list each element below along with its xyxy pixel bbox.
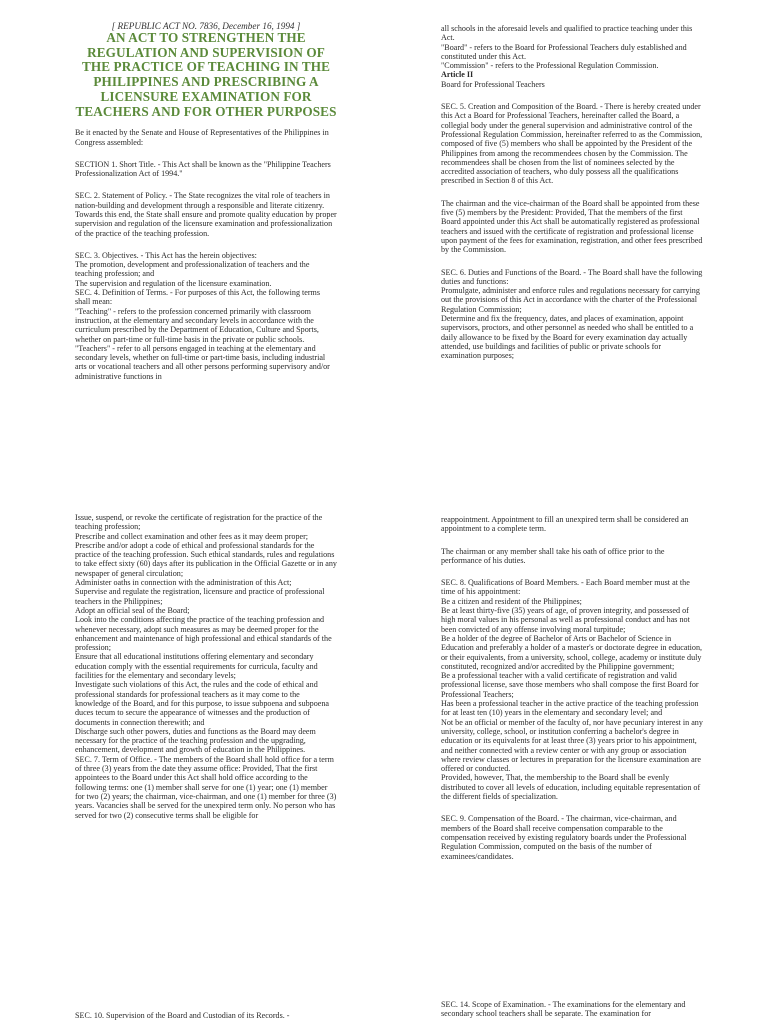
qualification-item: Be a holder of the degree of Bachelor of Arts or Bachelor of Science in Education and preferably a holder of a master's or doctorate degree in education, or their equivalents, from a university, school, college, academy or institute duly constituted, recognized and/or accredited by the Philippine government; bbox=[441, 633, 703, 671]
republic-act-reference: [ REPUBLIC ACT NO. 7836, December 16, 1994 ] bbox=[111, 21, 301, 31]
definition-teachers: "Teachers" - refer to all persons engaged in teaching at the elementary and secondary levels, whether on full-time or part-time basis, including industrial arts or vocational teachers and all other persons performing supervisory and/or administrative functions in bbox=[75, 343, 330, 381]
section-6: SEC. 6. Duties and Functions of the Board. - The Board shall have the following duties and functions: bbox=[441, 267, 703, 286]
definition-board: "Board" - refers to the Board for Professional Teachers duly established and constituted under this Act. bbox=[441, 42, 687, 61]
page2-right-column bbox=[441, 515, 703, 861]
definition-teaching: "Teaching" - refers to the profession concerned primarily with classroom instruction, at the elementary and secondary levels in accordance with the curriculum prescribed by the Department of Education, Culture and Sports, whether on part-time or full-time basis in the private or public schools. bbox=[75, 306, 319, 344]
page1-right-column bbox=[441, 24, 703, 361]
page1-left-column bbox=[75, 21, 337, 381]
section-3-item-a: The promotion, development and professionalization of teachers and the teaching profession; and bbox=[75, 260, 310, 279]
page2-left-column bbox=[75, 513, 337, 820]
section-3: SEC. 3. Objectives. - This Act has the herein objectives: bbox=[75, 250, 257, 260]
definition-commission: "Commission" - refers to the Professional Regulation Commission. bbox=[441, 61, 659, 71]
article-2-title: Board for Professional Teachers bbox=[441, 79, 545, 89]
act-title: AN ACT TO STRENGTHEN THE REGULATION AND SUPERVISION OF THE PRACTICE OF TEACHING IN THE PHILIPPINES AND PRESCRIBING A LICENSURE EXAMINATION FOR TEACHERS AND FOR OTHER PURPOSES bbox=[75, 30, 337, 119]
article-2-heading: Article II bbox=[441, 70, 474, 80]
section-7: SEC. 7. Term of Office. - The members of the Board shall hold office for a term of three (3) years from the date they assume office: Provided, That the first appointees to the Board under this Act shall hold office according to the following terms: one (1) member shall serve for one (1) year; one (1) member for two (2) years; the chairman, vice-chairman, and one (1) member for three (3) years. Vacancies shall be served for the unexpired term only. No person who has served for two (2) consecutive terms shall be eligible for bbox=[75, 754, 337, 820]
board-function-item: Issue, suspend, or revoke the certificate of registration for the practice of the teaching profession; bbox=[75, 513, 323, 532]
section-4: SEC. 4. Definition of Terms. - For purposes of this Act, the following terms shall mean: bbox=[75, 288, 320, 307]
qualification-item: Be a citizen and resident of the Philippines; bbox=[441, 596, 582, 606]
section-6-item-b: Determine and fix the frequency, dates, and places of examination, appoint supervisors, proctors, and other personnel as needed who shall be entitled to a daily allowance to be fixed by the Board for every examination day actually attended, use buildings and facilities of public or private schools for examination purposes; bbox=[441, 314, 694, 361]
qualification-item: Be at least thirty-five (35) years of age, of proven integrity, and possessed of high moral values in his personal as well as professional conduct and has not been convicted of any offense involving moral turpitude; bbox=[441, 606, 690, 634]
board-function-item: Ensure that all educational institutions offering elementary and secondary education comply with the essential requirements for curricula, faculty and facilities for the elementary and secondary levels; bbox=[75, 652, 318, 681]
section-8: SEC. 8. Qualifications of Board Members. - Each Board member must at the time of his appointment: bbox=[441, 578, 690, 597]
qualification-item: Be a professional teacher with a valid certificate of registration and valid professional license, save those members who shall compose the first Board for Professional Teachers; bbox=[441, 671, 699, 699]
board-function-item: Administer oaths in connection with the administration of this Act; bbox=[75, 578, 292, 588]
page3-left-column bbox=[75, 1011, 337, 1020]
section-7-continued: reappointment. Appointment to fill an unexpired term shall be considered an appointment to a complete term. bbox=[441, 515, 689, 534]
section-1: SECTION 1. Short Title. - This Act shall be known as the "Philippine Teachers Professionalization Act of 1994." bbox=[75, 159, 331, 179]
board-function-item: Prescribe and/or adopt a code of ethical and professional standards for the practice of the teaching profession. Such ethical standards, rules and regulations to take effect sixty (60) days after its publication in the Official Gazette or in any newspaper of general circulation; bbox=[75, 540, 337, 578]
section-3-item-b: The supervision and regulation of the licensure examination. bbox=[75, 278, 272, 288]
section-2: SEC. 2. Statement of Policy. - The State recognizes the vital role of teachers in nation-building and development through a responsible and literate citizenry. Towards this end, the State shall ensure and promote quality education by proper supervision and regulation of the licensure examination and professionalization of the practice of the teaching profession. bbox=[75, 191, 337, 238]
board-function-item: Look into the conditions affecting the practice of the teaching profession and whenever necessary, adopt such measures as may be deemed proper for the enhancement and maintenance of high professional and ethical standards of the profession; bbox=[75, 615, 332, 653]
section-5-paragraph-2: The chairman and the vice-chairman of the Board shall be appointed from these five (5) members by the President: Provided, That the members of the first Board appointed under this Act shall be automatically registered as professional teachers and issued with the certificate of registration and professional license upon payment of the fees for examination, registration, and other fees prescribed by the Commission. bbox=[441, 198, 703, 255]
definition-continued: all schools in the aforesaid levels and qualified to practice teaching under this Act. bbox=[441, 24, 693, 43]
board-function-item: Adopt an official seal of the Board; bbox=[75, 605, 190, 615]
section-9: SEC. 9. Compensation of the Board. - The chairman, vice-chairman, and members of the Board shall receive compensation comparable to the compensation received by existing regulatory boards under the Professional Regulation Commission, computed on the basis of the number of examinees/candidates. bbox=[441, 814, 687, 861]
page3-right-column bbox=[441, 1000, 703, 1019]
board-function-item: Prescribe and collect examination and other fees as it may deem proper; bbox=[75, 531, 309, 541]
enacting-clause: Be it enacted by the Senate and House of Representatives of the Philippines in Congress assembled: bbox=[75, 128, 329, 147]
qualification-item: Has been a professional teacher in the active practice of the teaching profession for at least ten (10) years in the elementary and secondary level; and bbox=[441, 699, 699, 718]
section-10: SEC. 10. Supervision of the Board and Custodian of its Records. - bbox=[75, 1011, 290, 1020]
section-6-item-a: Promulgate, administer and enforce rules and regulations necessary for carrying out the provisions of this Act in accordance with the charter of the Professional Regulation Commission; bbox=[441, 286, 700, 314]
section-14: SEC. 14. Scope of Examination. - The examinations for the elementary and secondary school teachers shall be separate. The examination for bbox=[441, 1000, 686, 1019]
qualification-item: Not be an official or member of the faculty of, nor have pecuniary interest in any university, college, school, or institution conferring a bachelor's degree in education or its equivalents for at least three (3) years prior to his appointment, and neither connected with a review center or with any group or association where review classes or lectures in preparation for the licensure examination are offered or conducted. bbox=[441, 717, 703, 774]
section-5: SEC. 5. Creation and Composition of the Board. - There is hereby created under this Act a Board for Professional Teachers, hereinafter called the Board, a collegial body under the general supervision and administrative control of the Professional Regulation Commission, hereinafter referred to as the Commission, composed of five (5) members who shall be appointed by the President of the Philippines from among the recommendees chosen by the Commission. The recommendees shall be chosen from the list of nominees selected by the accredited association of teachers, who duly possess all the qualifications prescribed in Section 8 of this Act. bbox=[441, 102, 703, 186]
board-function-item: Supervise and regulate the registration, licensure and practice of professional teachers in the Philippines; bbox=[75, 587, 325, 606]
board-function-item: Discharge such other powers, duties and functions as the Board may deem necessary for the practice of the teaching profession and the upgrading, enhancement, development and growth of education in the Philippines. bbox=[75, 726, 316, 755]
board-function-item: Investigate such violations of this Act, the rules and the code of ethical and professional standards for professional teachers as it may come to the knowledge of the Board, and for this purpose, to issue subpoena and subpoena duces tecum to secure the appearance of witnesses and the production of documents in connection therewith; and bbox=[75, 680, 330, 727]
section-7-oath: The chairman or any member shall take his oath of office prior to the performance of his duties. bbox=[441, 546, 665, 565]
section-8-proviso: Provided, however, That, the membership to the Board shall be evenly distributed to cover all levels of education, including equitable representation of the different fields of specialization. bbox=[441, 773, 701, 802]
